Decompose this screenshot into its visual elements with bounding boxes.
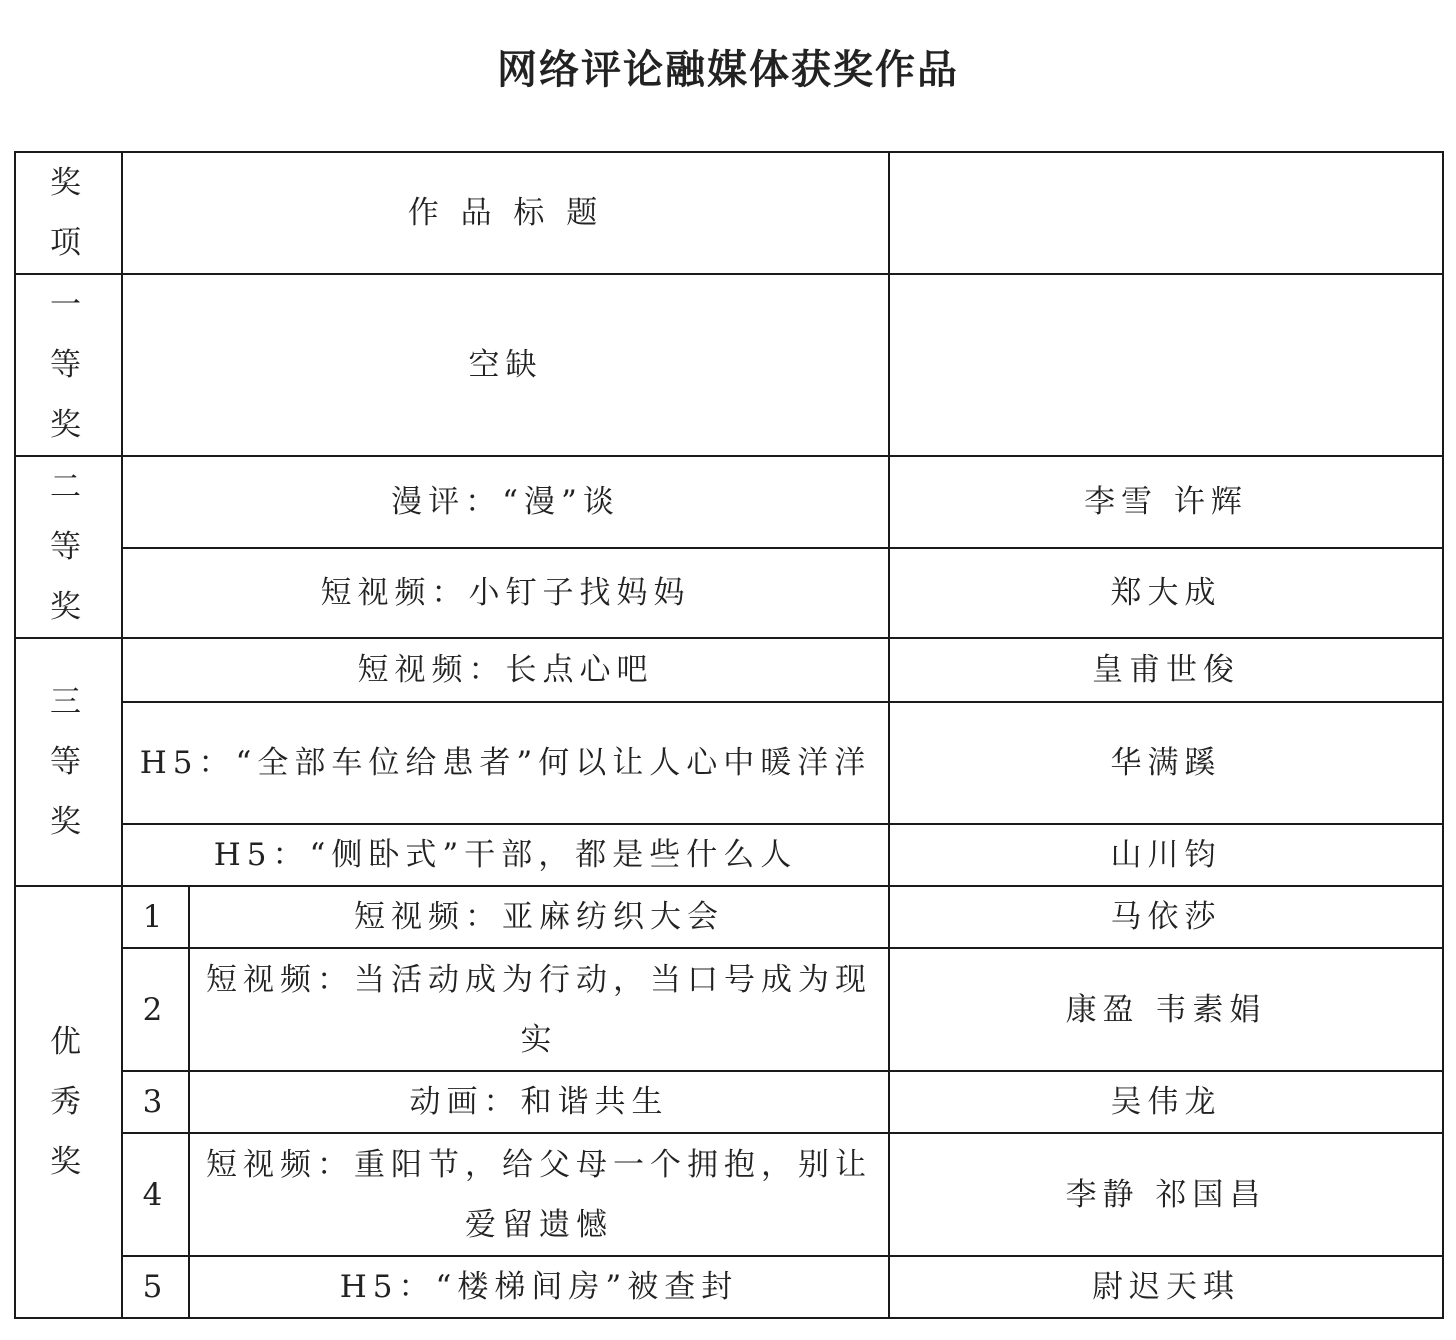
award-char: 奖 [50,589,87,625]
table-row [15,702,1443,824]
first-prize-work: 空缺 [122,274,889,456]
award-char: 奖 [50,1144,87,1180]
awards-table [14,151,1444,1319]
excellence-label [15,886,122,1318]
author-cell: 吴伟龙 [889,1071,1443,1133]
table-row [15,1256,1443,1318]
work-title-cell: 短视频：小钉子找妈妈 [122,548,889,639]
work-title-cell: 漫评：“漫”谈 [122,456,889,548]
work-title-cell: H5：“全部车位给患者”何以让人心中暖洋洋 [122,702,889,824]
work-title-cell: 短视频：长点心吧 [122,638,889,702]
author-cell: 李静 祁国昌 [889,1133,1443,1256]
award-char: 二 [50,469,87,505]
table-row [15,638,1443,702]
author-cell: 康盈 韦素娟 [889,948,1443,1071]
first-prize-label [15,274,122,456]
first-prize-author [889,274,1443,456]
award-char: 优 [50,1024,87,1060]
author-cell: 尉迟天琪 [889,1256,1443,1318]
header-author [889,152,1443,274]
author-cell: 郑大成 [889,548,1443,639]
award-char: 奖 [50,407,87,443]
row-number: 2 [122,948,189,1071]
award-char: 秀 [50,1084,87,1120]
header-award-char: 项 [50,225,87,261]
third-prize-label [15,638,122,886]
work-title-cell: 短视频：亚麻纺织大会 [189,886,889,948]
award-char: 等 [50,347,87,383]
author-cell: 李雪 许辉 [889,456,1443,548]
header-row [15,152,1443,274]
author-cell: 马依莎 [889,886,1443,948]
table-row [15,824,1443,886]
header-work-title: 作 品 标 题 [122,152,889,274]
table-row [15,886,1443,948]
award-char: 奖 [50,804,87,840]
award-char: 三 [50,684,87,720]
page-title: 网络评论融媒体获奖作品 [497,47,959,93]
award-char: 等 [50,529,87,565]
work-title-cell: 短视频：重阳节，给父母一个拥抱，别让爱留遗憾 [189,1133,889,1256]
table-row [15,948,1443,1071]
table-row [15,1133,1443,1256]
header-award-cell [15,152,122,274]
work-title-cell: 动画：和谐共生 [189,1071,889,1133]
first-prize-row [15,274,1443,456]
award-char: 一 [50,287,87,323]
row-number: 4 [122,1133,189,1256]
second-prize-label [15,456,122,638]
work-title-cell: H5：“楼梯间房”被查封 [189,1256,889,1318]
author-cell: 山川钧 [889,824,1443,886]
author-cell: 华满蹊 [889,702,1443,824]
row-number: 3 [122,1071,189,1133]
row-number: 1 [122,886,189,948]
table-row [15,1071,1443,1133]
header-award-char: 奖 [50,165,87,201]
work-title-cell: H5：“侧卧式”干部，都是些什么人 [122,824,889,886]
table-row [15,456,1443,548]
work-title-cell: 短视频：当活动成为行动，当口号成为现实 [189,948,889,1071]
author-cell: 皇甫世俊 [889,638,1443,702]
award-char: 等 [50,744,87,780]
row-number: 5 [122,1256,189,1318]
table-row [15,548,1443,639]
